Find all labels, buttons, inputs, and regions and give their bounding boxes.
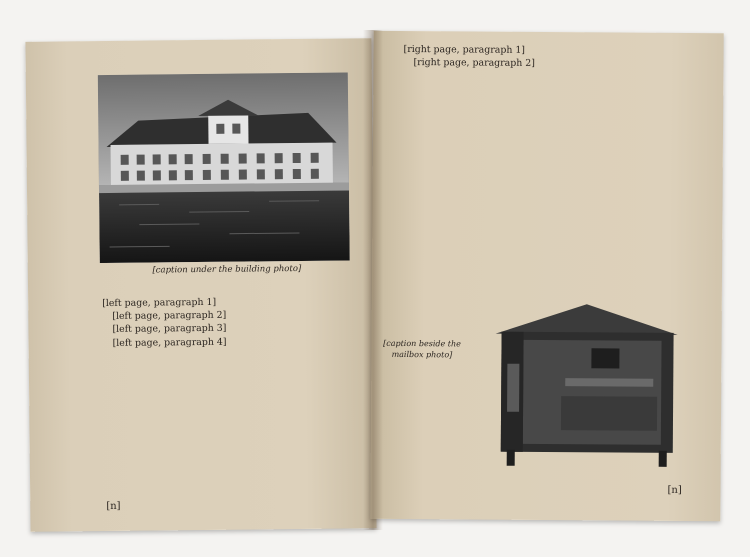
paragraph: [right page, paragraph 2] bbox=[413, 57, 535, 70]
eagle-emblem bbox=[591, 348, 619, 368]
book-gutter bbox=[363, 30, 383, 530]
photo-caption: [caption under the building photo] bbox=[152, 263, 302, 276]
paragraph: [left page, paragraph 2] bbox=[112, 309, 227, 323]
mailbox-photo bbox=[481, 300, 692, 471]
page-number: [n] bbox=[667, 484, 682, 496]
paragraph: [right page, paragraph 1] bbox=[403, 43, 526, 56]
paragraph: [left page, paragraph 3] bbox=[112, 323, 227, 336]
mailbox-caption: [caption beside the mailbox photo] bbox=[383, 338, 461, 359]
paragraph: [left page, paragraph 1] bbox=[102, 296, 217, 310]
post-office-building-image bbox=[98, 72, 350, 263]
slot-panel bbox=[565, 378, 653, 387]
mailbox-image bbox=[481, 300, 692, 471]
paragraph: [left page, paragraph 4] bbox=[112, 336, 227, 349]
left-page-text bbox=[102, 294, 363, 350]
right-page bbox=[370, 31, 723, 521]
left-page bbox=[25, 38, 376, 532]
post-office-photo bbox=[98, 72, 350, 263]
right-page-text bbox=[403, 43, 703, 71]
page-number: [n] bbox=[106, 500, 121, 513]
